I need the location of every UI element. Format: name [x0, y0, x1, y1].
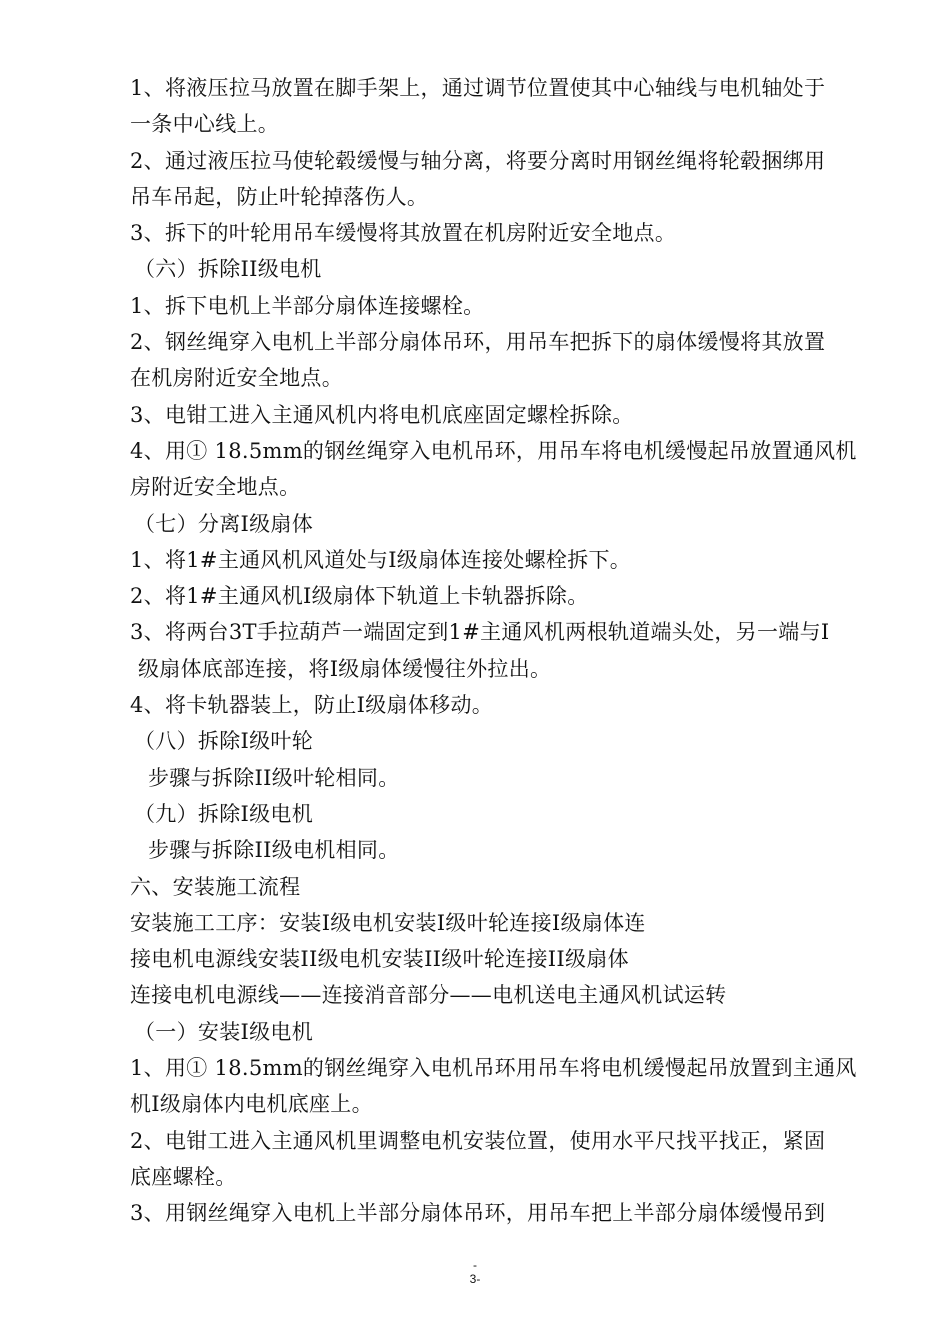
text-line: 房附近安全地点。	[130, 475, 301, 500]
text-line: 安装施工工序：安装I级电机安装I级叶轮连接I级扇体连	[130, 910, 646, 935]
page-footer-dash: -	[473, 1258, 477, 1272]
text-line: 步骤与拆除II级电机相同。	[148, 838, 400, 863]
text-line: 在机房附近安全地点。	[130, 366, 343, 391]
text-line: 接电机电源线安装II级电机安装II级叶轮连接II级扇体	[130, 947, 629, 972]
text-line: 步骤与拆除II级叶轮相同。	[148, 765, 400, 790]
text-line: 2、将1#主通风机I级扇体下轨道上卡轨器拆除。	[130, 584, 589, 609]
text-line: 连接电机电源线——连接消音部分——电机送电主通风机试运转	[130, 983, 727, 1008]
section-heading: （六）拆除II级电机	[134, 257, 322, 282]
document-body	[130, 70, 870, 1232]
text-line: 3、将两台3T手拉葫芦一端固定到1#主通风机两根轨道端头处，另一端与I	[130, 620, 830, 645]
text-line: 4、将卡轨器装上，防止I级扇体移动。	[130, 693, 494, 718]
text-line: 3、拆下的叶轮用吊车缓慢将其放置在机房附近安全地点。	[130, 221, 677, 246]
section-heading: （七）分离I级扇体	[134, 511, 313, 536]
text-line: 3、用钢丝绳穿入电机上半部分扇体吊环，用吊车把上半部分扇体缓慢吊到	[130, 1201, 826, 1226]
text-line: 级扇体底部连接，将I级扇体缓慢往外拉出。	[138, 656, 552, 681]
text-line: 机I级扇体内电机底座上。	[130, 1092, 373, 1117]
text-line: 吊车吊起，防止叶轮掉落伤人。	[130, 184, 429, 209]
text-line: 1、将1#主通风机风道处与I级扇体连接处螺栓拆下。	[130, 547, 632, 572]
text-line: 1、用① 18.5mm的钢丝绳穿入电机吊环用吊车将电机缓慢起吊放置到主通风	[130, 1056, 857, 1081]
section-heading: （一）安装I级电机	[134, 1019, 313, 1044]
text-line: 一条中心线上。	[130, 112, 280, 137]
section-heading: （八）拆除I级叶轮	[134, 729, 313, 754]
text-line: 2、通过液压拉马使轮毂缓慢与轴分离，将要分离时用钢丝绳将轮毂捆绑用	[130, 148, 826, 173]
text-line: 1、将液压拉马放置在脚手架上，通过调节位置使其中心轴线与电机轴处于	[130, 76, 826, 100]
text-line: 底座螺栓。	[130, 1164, 237, 1189]
section-heading: （九）拆除I级电机	[134, 801, 313, 826]
page-number: 3-	[469, 1272, 481, 1286]
text-line: 2、钢丝绳穿入电机上半部分扇体吊环，用吊车把拆下的扇体缓慢将其放置	[130, 330, 826, 355]
text-line: 1、拆下电机上半部分扇体连接螺栓。	[130, 293, 485, 318]
text-line: 2、电钳工进入主通风机里调整电机安装位置，使用水平尺找平找正，紧固	[130, 1128, 826, 1153]
text-line: 3、电钳工进入主通风机内将电机底座固定螺栓拆除。	[130, 402, 634, 427]
text-line: 4、用① 18.5mm的钢丝绳穿入电机吊环，用吊车将电机缓慢起吊放置通风机	[130, 438, 857, 463]
chapter-heading: 六、安装施工流程	[130, 874, 301, 899]
